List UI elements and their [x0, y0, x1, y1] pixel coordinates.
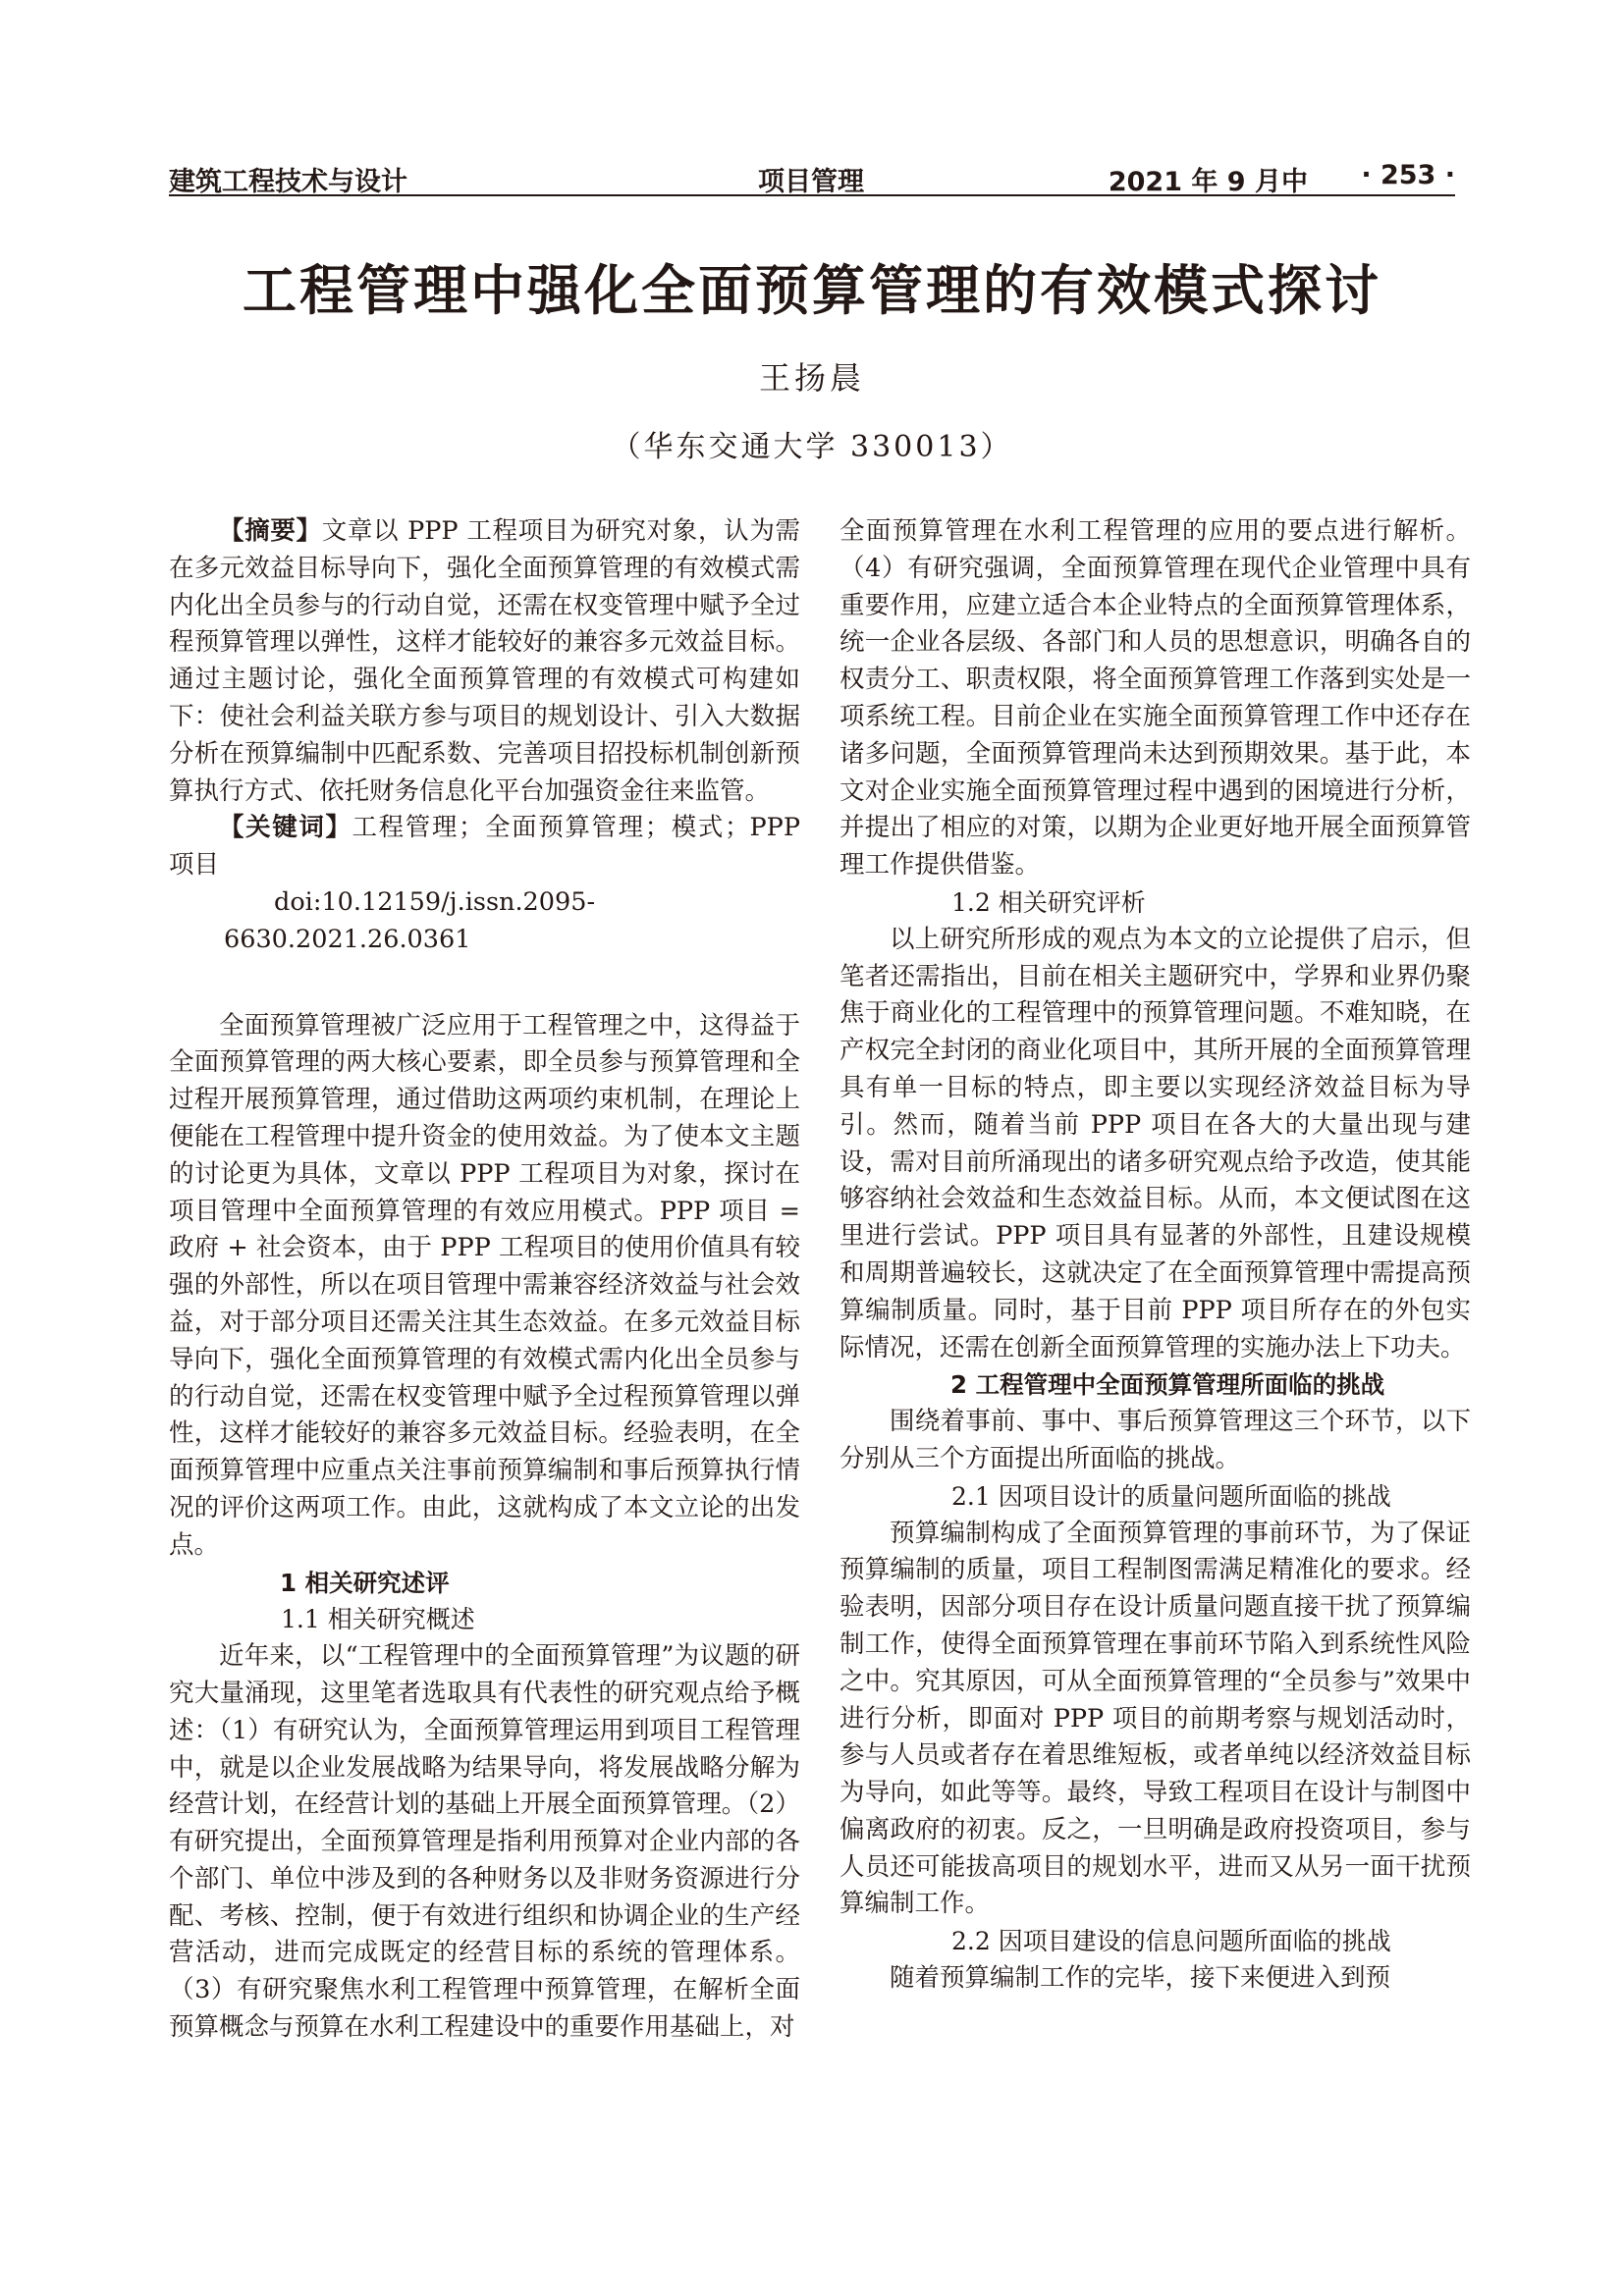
heading-section-2-1: 2.1 因项目设计的质量问题所面临的挑战 — [951, 1481, 1391, 1511]
abstract — [169, 513, 800, 810]
header-divider — [169, 194, 1455, 196]
keywords-label: 【关键词】 — [219, 813, 352, 843]
paragraph-2-2: 随着预算编制工作的完毕，接下来便进入到预 — [890, 1963, 1391, 1994]
paragraph-1-1-part1: 近年来，以“工程管理中的全面预算管理”为议题的研究大量涌现，这里笔者选取具有代表性的研究观点给予概述：（1）有研究认为，全面预算管理运用到项目工程管理中，就是以企业发展战略为结果导向，将发展战略分解为经营计划，在经营计划的基础上开展全面预算管理。（2）有研究提出，全面预算管理是指利用预算对企业内部的各个部门、单位中涉及到的各种财务以及非财务资源进行分配、考核、控制，便于有效进行组织和协调企业的生产经营活动，进而完成既定的经营目标的系统的管理体系。（3）有研究聚焦水利工程管理中预算管理，在解析全面预算概念与预算在水利工程建设中的重要作用基础上，对 — [169, 1641, 800, 2043]
heading-section-1-2: 1.2 相关研究评析 — [951, 887, 1146, 917]
abstract-text: 文章以 PPP 工程项目为研究对象，认为需在多元效益目标导向下，强化全面预算管理的有效模式需内化出全员参与的行动自觉，还需在权变管理中赋予全过程预算管理以弹性，这样才能较好的兼容多元效益目标。通过主题讨论，强化全面预算管理的有效模式可构建如下：使社会利益关联方参与项目的规划设计、引入大数据分析在预算编制中匹配系数、完善项目招投标机制创新预算执行方式、依托财务信息化平台加强资金往来监管。 — [169, 516, 800, 806]
journal-name: 建筑工程技术与设计 — [169, 167, 407, 197]
left-column — [169, 513, 800, 2104]
article-title: 工程管理中强化全面预算管理的有效模式探讨 — [242, 258, 1381, 322]
abstract-label: 【摘要】 — [219, 516, 322, 546]
paragraph-2: 围绕着事前、事中、事后预算管理这三个环节，以下分别从三个方面提出所面临的挑战。 — [839, 1407, 1471, 1473]
issue-date: 2021 年 9 月中 — [1108, 167, 1308, 197]
doi: doi:10.12159/j.issn.2095-6630.2021.26.0361 — [224, 886, 596, 954]
heading-section-1-1: 1.1 相关研究概述 — [281, 1605, 475, 1634]
page-number: · 253 · — [1361, 160, 1455, 190]
heading-section-1: 1 相关研究述评 — [280, 1568, 450, 1597]
author-name: 王扬晨 — [758, 359, 865, 397]
paragraph-1-2: 以上研究所形成的观点为本文的立论提供了启示，但笔者还需指出，目前在相关主题研究中，学界和业界仍聚焦于商业化的工程管理中的预算管理问题。不难知晓，在产权完全封闭的商业化项目中，其所开展的全面预算管理具有单一目标的特点，即主要以实现经济效益目标为导引。然而，随着当前 PPP 项目在各大的大量出现与建设，需对目前所涌现出的诸多研究观点给予改造，使其能够容纳社会效益和生态效益目标。从而，本文便试图在这里进行尝试。PPP 项目具有显著的外部性，且建设规模和周期普遍较长，这就决定了在全面预算管理中需提高预算编制质量。同时，基于目前 PPP 项目所存在的外包实际情况，还需在创新全面预算管理的实施办法上下功夫。 — [839, 924, 1471, 1362]
author-affiliation: （华东交通大学 330013） — [611, 430, 1013, 464]
paragraph-1-1-part2: 全面预算管理在水利工程管理的应用的要点进行解析。（4）有研究强调，全面预算管理在现代企业管理中具有重要作用，应建立适合本企业特点的全面预算管理体系，统一企业各层级、各部门和人员的思想意识，明确各自的权责分工、职责权限，将全面预算管理工作落到实处是一项系统工程。目前企业在实施全面预算管理工作中还存在诸多问题，全面预算管理尚未达到预期效果。基于此，本文对企业实施全面预算管理过程中遇到的困境进行分析，并提出了相应的对策，以期为企业更好地开展全面预算管理工作提供借鉴。 — [839, 516, 1471, 881]
section-name: 项目管理 — [758, 167, 864, 197]
spacer — [169, 959, 800, 1008]
paragraph-2-1: 预算编制构成了全面预算管理的事前环节，为了保证预算编制的质量，项目工程制图需满足精准化的要求。经验表明，因部分项目存在设计质量问题直接干扰了预算编制工作，使得全面预算管理在事前环节陷入到系统性风险之中。究其原因，可从全面预算管理的“全员参与”效果中进行分析，即面对 PPP 项目的前期考察与规划活动时，参与人员或者存在着思维短板，或者单纯以经济效益目标为导向，如此等等。最终，导致工程项目在设计与制图中偏离政府的初衷。反之，一旦明确是政府投资项目，参与人员还可能拔高项目的规划水平，进而又从另一面干扰预算编制工作。 — [839, 1518, 1471, 1919]
keywords — [169, 810, 800, 884]
heading-section-2-2: 2.2 因项目建设的信息问题所面临的挑战 — [951, 1927, 1391, 1956]
keywords-text: 工程管理；全面预算管理；模式；PPP 项目 — [169, 813, 800, 881]
running-header — [169, 152, 1455, 197]
heading-section-2: 2 工程管理中全面预算管理所面临的挑战 — [950, 1370, 1385, 1400]
intro-paragraph: 全面预算管理被广泛应用于工程管理之中，这得益于全面预算管理的两大核心要素，即全员参与预算管理和全过程开展预算管理，通过借助这两项约束机制，在理论上便能在工程管理中提升资金的使用效益。为了使本文主题的讨论更为具体，文章以 PPP 工程项目为对象，探讨在项目管理中全面预算管理的有效应用模式。PPP 项目 = 政府 + 社会资本，由于 PPP 工程项目的使用价值具有较强的外部性，所以在项目管理中需兼容经济效益与社会效益，对于部分项目还需关注其生态效益。在多元效益目标导向下，强化全面预算管理的有效模式需内化出全员参与的行动自觉，还需在权变管理中赋予全过程预算管理以弹性，这样才能较好的兼容多元效益目标。经验表明，在全面预算管理中应重点关注事前预算编制和事后预算执行情况的评价这两项工作。由此，这就构成了本文立论的出发点。 — [169, 1010, 800, 1560]
right-column — [839, 513, 1471, 2104]
